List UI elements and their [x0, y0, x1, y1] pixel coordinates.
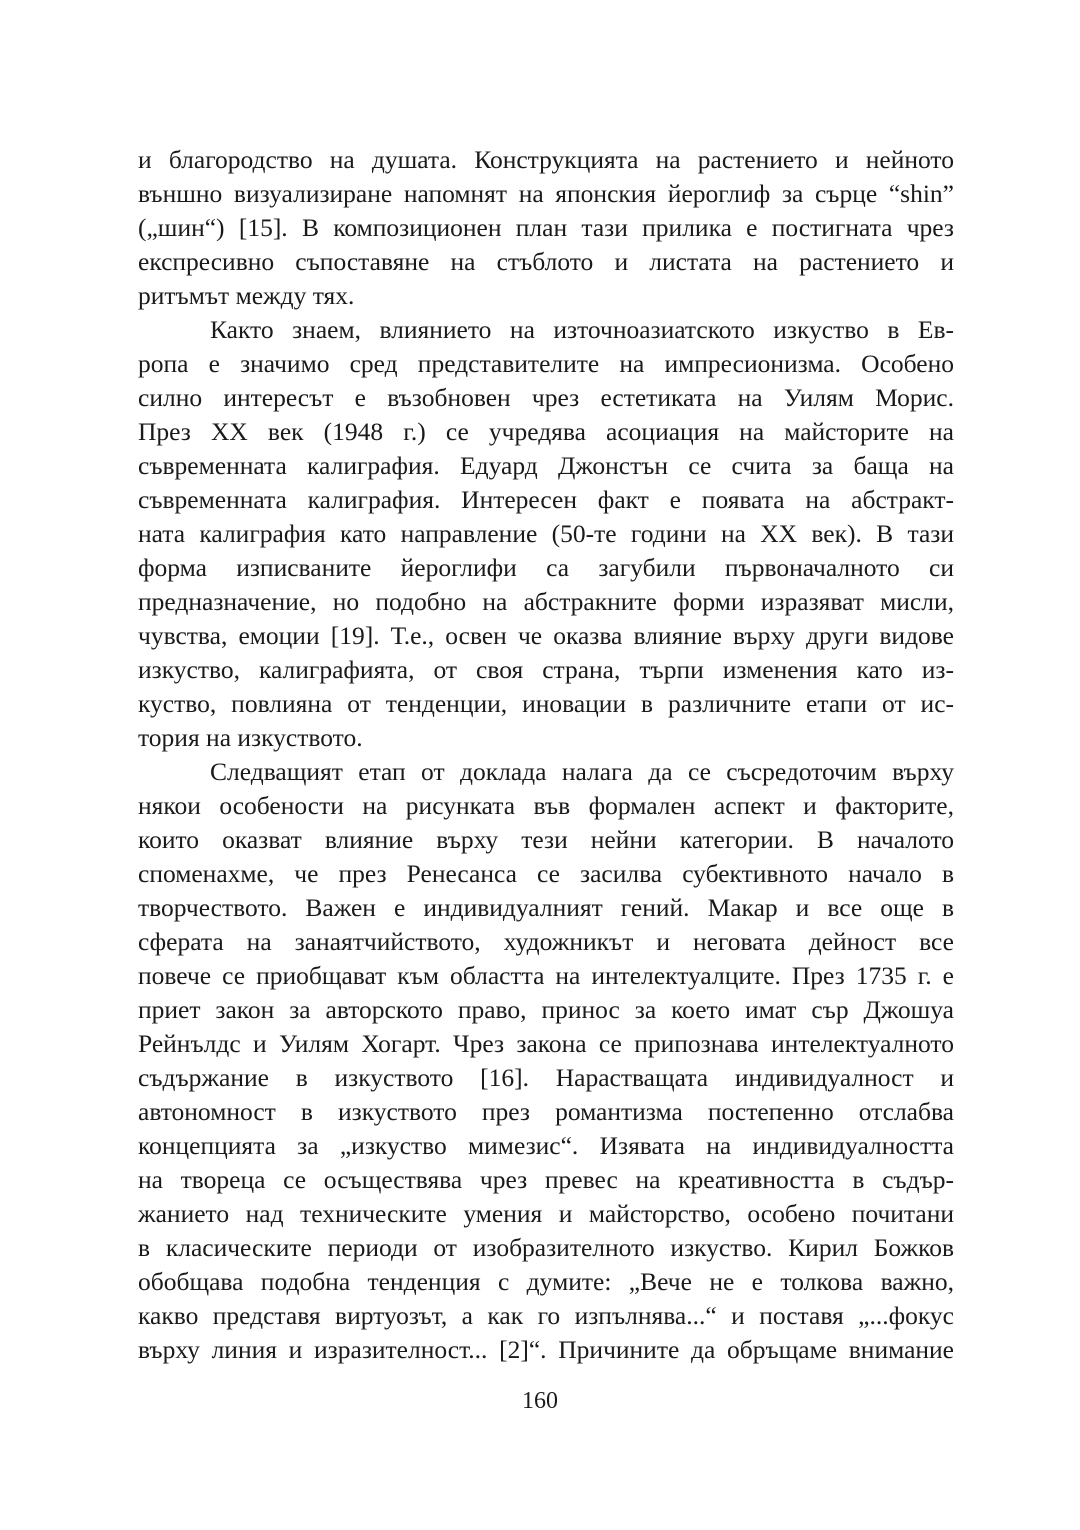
text-line: съдържание в изкуството [16]. Нарастващата индивидуалност и: [138, 1063, 954, 1092]
text-line: Рейнълдс и Уилям Хогарт. Чрез закона се припознава интелектуалното: [138, 1029, 954, 1058]
text-line: творчеството. Важен е индивидуалният гений. Макар и все още в: [138, 893, 954, 922]
text-line: обобщава подобна тенденция с думите: „Вече не е толкова важно,: [138, 1267, 954, 1296]
text-line: някои особености на рисунката във формален аспект и факторите,: [138, 791, 954, 820]
text-line: външно визуализиране напомнят на японския йероглиф за сърце “shin”: [138, 179, 954, 208]
text-line: сферата на занаятчийството, художникът и неговата дейност все: [138, 927, 954, 956]
text-line: съвременната калиграфия. Интересен факт е появата на абстракт-: [138, 485, 954, 514]
text-line: чувства, емоции [19]. Т.е., освен че оказва влияние върху други видове: [138, 621, 954, 650]
text-line: Както знаем, влиянието на източноазиатското изкуство в Ев-: [210, 315, 954, 344]
text-line: повече се приобщават към областта на интелектуалците. През 1735 г. е: [138, 961, 954, 990]
text-line: какво представя виртуозът, а как го изпълнява...“ и поставя „...фокус: [138, 1301, 954, 1330]
text-line: автономност в изкуството през романтизма постепенно отслабва: [138, 1097, 954, 1126]
text-line: ната калиграфия като направление (50-те години на XX век). В тази: [138, 519, 954, 548]
text-line: приет закон за авторското право, принос за което имат сър Джошуа: [138, 995, 954, 1024]
text-line: в класическите периоди от изобразителното изкуство. Кирил Божков: [138, 1233, 954, 1262]
page-number: 160: [522, 1388, 558, 1414]
text-line: форма изписваните йероглифи са загубили първоначалното си: [138, 553, 954, 582]
text-line: на твореца се осъществява чрез превес на креативността в съдър-: [138, 1165, 954, 1194]
text-line: жанието над техническите умения и майсторство, особено почитани: [138, 1199, 954, 1228]
text-line: съвременната калиграфия. Едуард Джонстън се счита за баща на: [138, 451, 954, 480]
text-line: („шин“) [15]. В композиционен план тази прилика е постигната чрез: [138, 213, 954, 242]
text-line: споменахме, че през Ренесанса се засилва субективното начало в: [138, 859, 954, 888]
text-line: През XX век (1948 г.) се учредява асоциация на майсторите на: [138, 417, 954, 446]
text-line: предназначение, но подобно на абстракните форми изразяват мисли,: [138, 587, 954, 616]
text-line: силно интересът е възобновен чрез естетиката на Уилям Морис.: [138, 383, 954, 412]
text-line: концепцията за „изкуство мимезис“. Изявата на индивидуалността: [138, 1131, 954, 1160]
text-line: и благородство на душата. Конструкцията на растението и нейното: [138, 145, 954, 174]
text-line: Следващият етап от доклада налага да се съсредоточим върху: [210, 757, 954, 786]
body-text: [138, 143, 954, 1367]
text-line: експресивно съпоставяне на стъблото и листата на растението и: [138, 247, 954, 276]
text-line: изкуство, калиграфията, от своя страна, търпи изменения като из-: [138, 655, 954, 684]
text-line: ропа е значимо сред представителите на импресионизма. Особено: [138, 349, 954, 378]
text-line: върху линия и изразителност... [2]“. Причините да обръщаме внимание: [138, 1335, 954, 1364]
text-line: куство, повлияна от тенденции, иновации в различните етапи от ис-: [138, 689, 954, 718]
text-line: тория на изкуството.: [138, 723, 363, 752]
text-line: които оказват влияние върху тези нейни категории. В началото: [138, 825, 954, 854]
text-line: ритъмът между тях.: [138, 281, 355, 310]
